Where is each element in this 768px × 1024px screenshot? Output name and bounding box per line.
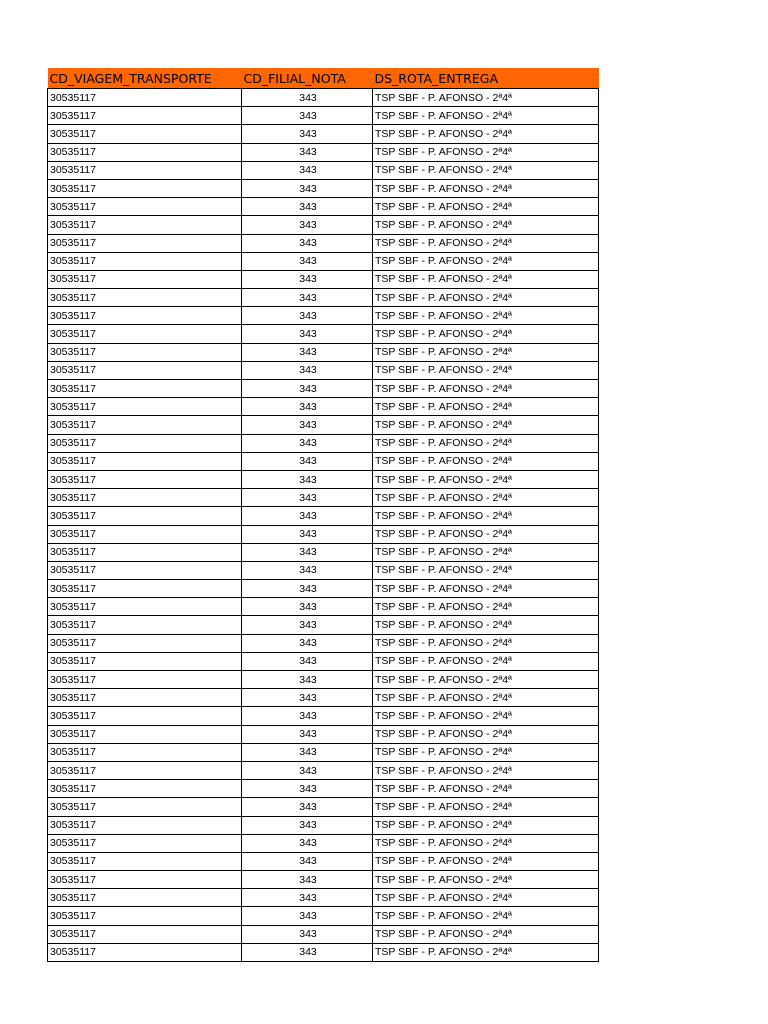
- cell-cd-viagem-transporte: 30535117: [48, 652, 242, 670]
- table-row: [48, 380, 599, 398]
- cell-cd-filial-nota: 343: [242, 580, 373, 598]
- table-row: [48, 598, 599, 616]
- cell-cd-filial-nota: 343: [242, 507, 373, 525]
- table-row: [48, 179, 599, 197]
- cell-cd-filial-nota: 343: [242, 871, 373, 889]
- cell-cd-viagem-transporte: 30535117: [48, 634, 242, 652]
- cell-cd-filial-nota: 343: [242, 179, 373, 197]
- cell-ds-rota-entrega: TSP SBF - P. AFONSO - 2ª4ª: [373, 434, 599, 452]
- table-row: [48, 725, 599, 743]
- cell-cd-viagem-transporte: 30535117: [48, 161, 242, 179]
- cell-cd-filial-nota: 343: [242, 416, 373, 434]
- cell-cd-viagem-transporte: 30535117: [48, 179, 242, 197]
- cell-cd-viagem-transporte: 30535117: [48, 761, 242, 779]
- cell-cd-filial-nota: 343: [242, 543, 373, 561]
- cell-cd-filial-nota: 343: [242, 561, 373, 579]
- cell-ds-rota-entrega: TSP SBF - P. AFONSO - 2ª4ª: [373, 234, 599, 252]
- cell-ds-rota-entrega: TSP SBF - P. AFONSO - 2ª4ª: [373, 598, 599, 616]
- cell-ds-rota-entrega: TSP SBF - P. AFONSO - 2ª4ª: [373, 561, 599, 579]
- cell-cd-viagem-transporte: 30535117: [48, 852, 242, 870]
- cell-ds-rota-entrega: TSP SBF - P. AFONSO - 2ª4ª: [373, 634, 599, 652]
- table-row: [48, 270, 599, 288]
- cell-cd-viagem-transporte: 30535117: [48, 380, 242, 398]
- cell-cd-filial-nota: 343: [242, 725, 373, 743]
- table-row: [48, 398, 599, 416]
- cell-ds-rota-entrega: TSP SBF - P. AFONSO - 2ª4ª: [373, 543, 599, 561]
- cell-cd-viagem-transporte: 30535117: [48, 561, 242, 579]
- table-row: [48, 543, 599, 561]
- table-row: [48, 852, 599, 870]
- cell-ds-rota-entrega: TSP SBF - P. AFONSO - 2ª4ª: [373, 107, 599, 125]
- table-row: [48, 780, 599, 798]
- cell-cd-viagem-transporte: 30535117: [48, 470, 242, 488]
- cell-ds-rota-entrega: TSP SBF - P. AFONSO - 2ª4ª: [373, 507, 599, 525]
- cell-cd-filial-nota: 343: [242, 143, 373, 161]
- cell-cd-viagem-transporte: 30535117: [48, 452, 242, 470]
- table-row: [48, 470, 599, 488]
- cell-cd-filial-nota: 343: [242, 125, 373, 143]
- cell-ds-rota-entrega: TSP SBF - P. AFONSO - 2ª4ª: [373, 725, 599, 743]
- cell-ds-rota-entrega: TSP SBF - P. AFONSO - 2ª4ª: [373, 398, 599, 416]
- spreadsheet-page: [47, 68, 598, 962]
- cell-cd-viagem-transporte: 30535117: [48, 270, 242, 288]
- table-row: [48, 307, 599, 325]
- cell-ds-rota-entrega: TSP SBF - P. AFONSO - 2ª4ª: [373, 125, 599, 143]
- cell-cd-viagem-transporte: 30535117: [48, 89, 242, 107]
- cell-cd-viagem-transporte: 30535117: [48, 689, 242, 707]
- cell-cd-viagem-transporte: 30535117: [48, 907, 242, 925]
- table-row: [48, 561, 599, 579]
- table-row: [48, 143, 599, 161]
- header-cd-filial-nota: CD_FILIAL_NOTA: [242, 68, 373, 89]
- cell-ds-rota-entrega: TSP SBF - P. AFONSO - 2ª4ª: [373, 689, 599, 707]
- cell-cd-viagem-transporte: 30535117: [48, 725, 242, 743]
- cell-cd-filial-nota: 343: [242, 216, 373, 234]
- table-row: [48, 125, 599, 143]
- cell-ds-rota-entrega: TSP SBF - P. AFONSO - 2ª4ª: [373, 943, 599, 961]
- cell-cd-viagem-transporte: 30535117: [48, 616, 242, 634]
- cell-ds-rota-entrega: TSP SBF - P. AFONSO - 2ª4ª: [373, 580, 599, 598]
- cell-cd-viagem-transporte: 30535117: [48, 125, 242, 143]
- cell-cd-viagem-transporte: 30535117: [48, 507, 242, 525]
- cell-cd-viagem-transporte: 30535117: [48, 489, 242, 507]
- cell-ds-rota-entrega: TSP SBF - P. AFONSO - 2ª4ª: [373, 907, 599, 925]
- cell-cd-filial-nota: 343: [242, 434, 373, 452]
- cell-cd-filial-nota: 343: [242, 343, 373, 361]
- table-row: [48, 943, 599, 961]
- table-row: [48, 507, 599, 525]
- table-row: [48, 252, 599, 270]
- cell-cd-filial-nota: 343: [242, 452, 373, 470]
- cell-ds-rota-entrega: TSP SBF - P. AFONSO - 2ª4ª: [373, 652, 599, 670]
- cell-cd-viagem-transporte: 30535117: [48, 543, 242, 561]
- table-row: [48, 525, 599, 543]
- cell-cd-filial-nota: 343: [242, 525, 373, 543]
- cell-cd-filial-nota: 343: [242, 361, 373, 379]
- cell-ds-rota-entrega: TSP SBF - P. AFONSO - 2ª4ª: [373, 343, 599, 361]
- cell-ds-rota-entrega: TSP SBF - P. AFONSO - 2ª4ª: [373, 925, 599, 943]
- cell-ds-rota-entrega: TSP SBF - P. AFONSO - 2ª4ª: [373, 361, 599, 379]
- cell-cd-viagem-transporte: 30535117: [48, 743, 242, 761]
- cell-cd-viagem-transporte: 30535117: [48, 798, 242, 816]
- table-row: [48, 634, 599, 652]
- cell-ds-rota-entrega: TSP SBF - P. AFONSO - 2ª4ª: [373, 707, 599, 725]
- cell-cd-viagem-transporte: 30535117: [48, 198, 242, 216]
- cell-cd-filial-nota: 343: [242, 689, 373, 707]
- cell-cd-filial-nota: 343: [242, 834, 373, 852]
- table-row: [48, 707, 599, 725]
- table-row: [48, 234, 599, 252]
- cell-cd-viagem-transporte: 30535117: [48, 671, 242, 689]
- cell-ds-rota-entrega: TSP SBF - P. AFONSO - 2ª4ª: [373, 252, 599, 270]
- cell-ds-rota-entrega: TSP SBF - P. AFONSO - 2ª4ª: [373, 780, 599, 798]
- header-cd-viagem-transporte: CD_VIAGEM_TRANSPORTE: [48, 68, 242, 89]
- cell-cd-filial-nota: 343: [242, 634, 373, 652]
- cell-cd-filial-nota: 343: [242, 270, 373, 288]
- cell-cd-filial-nota: 343: [242, 816, 373, 834]
- table-row: [48, 434, 599, 452]
- cell-ds-rota-entrega: TSP SBF - P. AFONSO - 2ª4ª: [373, 834, 599, 852]
- cell-ds-rota-entrega: TSP SBF - P. AFONSO - 2ª4ª: [373, 889, 599, 907]
- cell-ds-rota-entrega: TSP SBF - P. AFONSO - 2ª4ª: [373, 270, 599, 288]
- cell-ds-rota-entrega: TSP SBF - P. AFONSO - 2ª4ª: [373, 161, 599, 179]
- cell-cd-viagem-transporte: 30535117: [48, 234, 242, 252]
- table-row: [48, 889, 599, 907]
- table-row: [48, 325, 599, 343]
- table-row: [48, 107, 599, 125]
- table-row: [48, 761, 599, 779]
- table-row: [48, 834, 599, 852]
- cell-ds-rota-entrega: TSP SBF - P. AFONSO - 2ª4ª: [373, 816, 599, 834]
- cell-ds-rota-entrega: TSP SBF - P. AFONSO - 2ª4ª: [373, 325, 599, 343]
- cell-cd-filial-nota: 343: [242, 780, 373, 798]
- cell-cd-filial-nota: 343: [242, 89, 373, 107]
- table-row: [48, 616, 599, 634]
- cell-cd-filial-nota: 343: [242, 707, 373, 725]
- cell-ds-rota-entrega: TSP SBF - P. AFONSO - 2ª4ª: [373, 89, 599, 107]
- cell-ds-rota-entrega: TSP SBF - P. AFONSO - 2ª4ª: [373, 216, 599, 234]
- cell-cd-filial-nota: 343: [242, 852, 373, 870]
- cell-cd-filial-nota: 343: [242, 252, 373, 270]
- cell-cd-viagem-transporte: 30535117: [48, 889, 242, 907]
- table-row: [48, 907, 599, 925]
- cell-ds-rota-entrega: TSP SBF - P. AFONSO - 2ª4ª: [373, 380, 599, 398]
- cell-ds-rota-entrega: TSP SBF - P. AFONSO - 2ª4ª: [373, 307, 599, 325]
- cell-cd-filial-nota: 343: [242, 616, 373, 634]
- cell-cd-viagem-transporte: 30535117: [48, 398, 242, 416]
- table-row: [48, 798, 599, 816]
- cell-cd-filial-nota: 343: [242, 925, 373, 943]
- cell-ds-rota-entrega: TSP SBF - P. AFONSO - 2ª4ª: [373, 525, 599, 543]
- cell-cd-viagem-transporte: 30535117: [48, 580, 242, 598]
- table-row: [48, 343, 599, 361]
- cell-cd-viagem-transporte: 30535117: [48, 525, 242, 543]
- cell-ds-rota-entrega: TSP SBF - P. AFONSO - 2ª4ª: [373, 616, 599, 634]
- table-row: [48, 452, 599, 470]
- data-table: [47, 68, 599, 962]
- table-row: [48, 416, 599, 434]
- cell-cd-filial-nota: 343: [242, 907, 373, 925]
- cell-cd-viagem-transporte: 30535117: [48, 707, 242, 725]
- table-row: [48, 289, 599, 307]
- cell-cd-viagem-transporte: 30535117: [48, 434, 242, 452]
- table-row: [48, 580, 599, 598]
- table-row: [48, 871, 599, 889]
- cell-cd-filial-nota: 343: [242, 598, 373, 616]
- cell-cd-viagem-transporte: 30535117: [48, 361, 242, 379]
- cell-ds-rota-entrega: TSP SBF - P. AFONSO - 2ª4ª: [373, 852, 599, 870]
- cell-ds-rota-entrega: TSP SBF - P. AFONSO - 2ª4ª: [373, 470, 599, 488]
- table-row: [48, 671, 599, 689]
- cell-cd-viagem-transporte: 30535117: [48, 871, 242, 889]
- cell-cd-filial-nota: 343: [242, 743, 373, 761]
- table-row: [48, 652, 599, 670]
- cell-cd-viagem-transporte: 30535117: [48, 307, 242, 325]
- table-row: [48, 161, 599, 179]
- cell-cd-viagem-transporte: 30535117: [48, 343, 242, 361]
- cell-cd-viagem-transporte: 30535117: [48, 252, 242, 270]
- cell-ds-rota-entrega: TSP SBF - P. AFONSO - 2ª4ª: [373, 743, 599, 761]
- cell-ds-rota-entrega: TSP SBF - P. AFONSO - 2ª4ª: [373, 798, 599, 816]
- cell-cd-filial-nota: 343: [242, 470, 373, 488]
- header-ds-rota-entrega: DS_ROTA_ENTREGA: [373, 68, 599, 89]
- cell-cd-filial-nota: 343: [242, 234, 373, 252]
- cell-cd-filial-nota: 343: [242, 325, 373, 343]
- cell-ds-rota-entrega: TSP SBF - P. AFONSO - 2ª4ª: [373, 871, 599, 889]
- cell-cd-filial-nota: 343: [242, 671, 373, 689]
- table-row: [48, 489, 599, 507]
- cell-ds-rota-entrega: TSP SBF - P. AFONSO - 2ª4ª: [373, 416, 599, 434]
- cell-cd-viagem-transporte: 30535117: [48, 816, 242, 834]
- cell-cd-filial-nota: 343: [242, 198, 373, 216]
- cell-cd-filial-nota: 343: [242, 161, 373, 179]
- cell-cd-filial-nota: 343: [242, 107, 373, 125]
- cell-cd-filial-nota: 343: [242, 889, 373, 907]
- cell-ds-rota-entrega: TSP SBF - P. AFONSO - 2ª4ª: [373, 289, 599, 307]
- table-row: [48, 361, 599, 379]
- table-row: [48, 743, 599, 761]
- cell-cd-filial-nota: 343: [242, 380, 373, 398]
- cell-cd-viagem-transporte: 30535117: [48, 216, 242, 234]
- cell-cd-viagem-transporte: 30535117: [48, 943, 242, 961]
- cell-cd-viagem-transporte: 30535117: [48, 289, 242, 307]
- cell-cd-viagem-transporte: 30535117: [48, 780, 242, 798]
- cell-cd-filial-nota: 343: [242, 943, 373, 961]
- cell-ds-rota-entrega: TSP SBF - P. AFONSO - 2ª4ª: [373, 761, 599, 779]
- cell-cd-filial-nota: 343: [242, 289, 373, 307]
- cell-cd-viagem-transporte: 30535117: [48, 925, 242, 943]
- table-row: [48, 216, 599, 234]
- cell-ds-rota-entrega: TSP SBF - P. AFONSO - 2ª4ª: [373, 198, 599, 216]
- cell-cd-viagem-transporte: 30535117: [48, 598, 242, 616]
- cell-ds-rota-entrega: TSP SBF - P. AFONSO - 2ª4ª: [373, 143, 599, 161]
- table-body: [48, 89, 599, 962]
- cell-cd-viagem-transporte: 30535117: [48, 143, 242, 161]
- cell-cd-viagem-transporte: 30535117: [48, 325, 242, 343]
- cell-cd-filial-nota: 343: [242, 489, 373, 507]
- cell-ds-rota-entrega: TSP SBF - P. AFONSO - 2ª4ª: [373, 179, 599, 197]
- table-row: [48, 689, 599, 707]
- cell-cd-filial-nota: 343: [242, 652, 373, 670]
- header-row: [48, 68, 599, 89]
- cell-cd-filial-nota: 343: [242, 761, 373, 779]
- cell-cd-filial-nota: 343: [242, 798, 373, 816]
- table-row: [48, 925, 599, 943]
- cell-cd-filial-nota: 343: [242, 398, 373, 416]
- table-row: [48, 89, 599, 107]
- cell-cd-filial-nota: 343: [242, 307, 373, 325]
- cell-ds-rota-entrega: TSP SBF - P. AFONSO - 2ª4ª: [373, 671, 599, 689]
- cell-cd-viagem-transporte: 30535117: [48, 416, 242, 434]
- table-row: [48, 816, 599, 834]
- cell-ds-rota-entrega: TSP SBF - P. AFONSO - 2ª4ª: [373, 489, 599, 507]
- table-row: [48, 198, 599, 216]
- cell-cd-viagem-transporte: 30535117: [48, 107, 242, 125]
- cell-cd-viagem-transporte: 30535117: [48, 834, 242, 852]
- cell-ds-rota-entrega: TSP SBF - P. AFONSO - 2ª4ª: [373, 452, 599, 470]
